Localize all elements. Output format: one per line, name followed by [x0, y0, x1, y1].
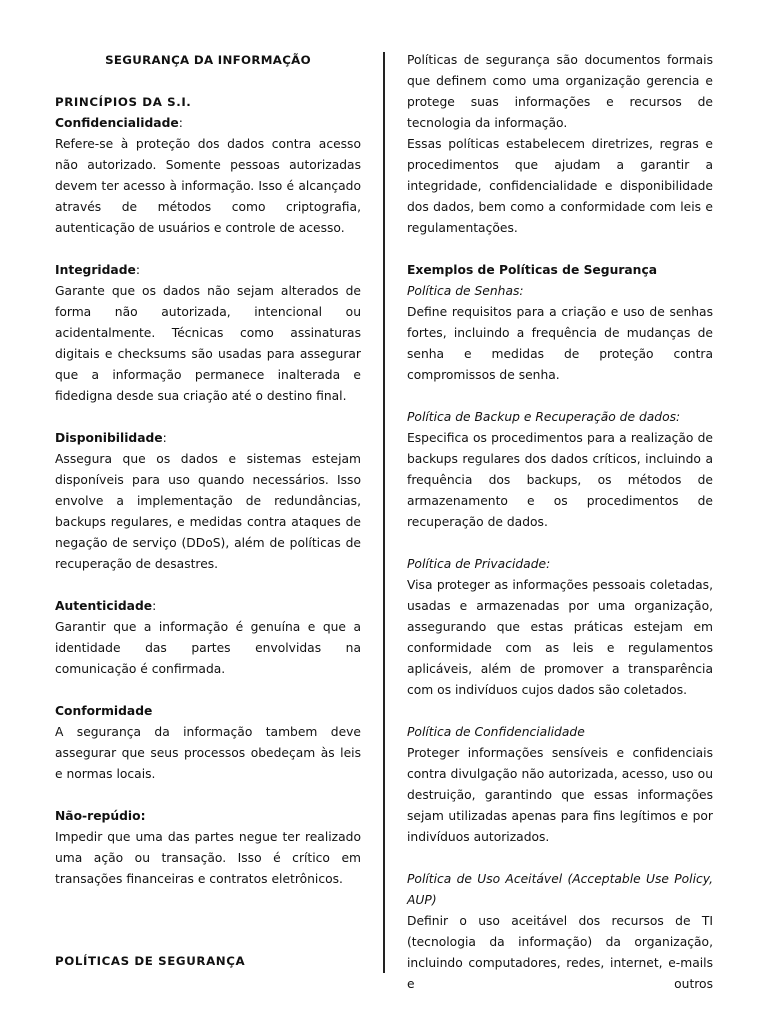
integridade-text: Garante que os dados não sejam alterados de forma não autorizada, intencional ou acidentalmente. Técnicas como assinaturas digitais e checksums são usadas para assegurar que a informação permanece inalterada e fidedigna desde sua criação até o destino final. [55, 284, 361, 403]
examples-heading: Exemplos de Políticas de Segurança [407, 263, 658, 277]
policies-heading: POLÍTICAS DE SEGURANÇA [55, 954, 246, 968]
right-column [407, 50, 713, 995]
confidencialidade-label: Confidencialidade [55, 116, 179, 130]
disponibilidade-label: Disponibilidade [55, 431, 163, 445]
disponibilidade-heading [55, 428, 361, 449]
privacidade-text: Visa proteger as informações pessoais coletadas, usadas e armazenadas por uma organização, assegurando que estas práticas estejam em conformidade com as leis e regulamentos aplicáveis, além de promover a transparência com os indivíduos cujos dados são coletados. [407, 578, 713, 697]
policies-intro-1: Políticas de segurança são documentos formais que definem como uma organização gerencia e protege suas informações e recursos de tecnologia da informação. [407, 53, 713, 130]
confidencialidade-text: Refere-se à proteção dos dados contra acesso não autorizado. Somente pessoas autorizadas devem ter acesso à informação. Isso é alcançado através de métodos como criptografia, autenticação de usuários e controle de acesso. [55, 137, 361, 235]
policies-intro-2: Essas políticas estabelecem diretrizes, regras e procedimentos que ajudam a garantir a integridade, confidencialidade e disponibilidade dos dados, bem como a conformidade com leis e regulamentações. [407, 137, 713, 235]
senhas-text: Define requisitos para a criação e uso de senhas fortes, incluindo a frequência de mudanças de senha e medidas de proteção contra compromissos de senha. [407, 305, 713, 382]
autenticidade-colon: : [152, 599, 157, 613]
nao-repudio-heading: Não-repúdio: [55, 809, 146, 823]
integridade-label: Integridade [55, 263, 136, 277]
autenticidade-text: Garantir que a informação é genuína e que a identidade das partes envolvidas na comunicação é confirmada. [55, 620, 361, 676]
backup-text: Especifica os procedimentos para a realização de backups regulares dos dados críticos, incluindo a frequência dos backups, os métodos de armazenamento e os procedimentos de recuperação de dados. [407, 431, 713, 529]
disponibilidade-text: Assegura que os dados e sistemas estejam disponíveis para uso quando necessários. Isso envolve a implementação de redundâncias, backups regulares, e medidas contra ataques de negação de serviço (DDoS), além de políticas de recuperação de desastres. [55, 452, 361, 571]
disponibilidade-colon: : [162, 431, 167, 445]
confidencialidade-policy-title: Política de Confidencialidade [407, 725, 585, 739]
nao-repudio-text: Impedir que uma das partes negue ter realizado uma ação ou transação. Isso é crítico em transações financeiras e contratos eletrônicos. [55, 830, 361, 886]
uso-aceitavel-text: Definir o uso aceitável dos recursos de TI (tecnologia da informação) da organização, incluindo computadores, redes, internet, e-mails e outros [407, 914, 713, 991]
conformidade-text: A segurança da informação tambem deve assegurar que seus processos obedeçam às leis e normas locais. [55, 725, 361, 781]
integridade-colon: : [135, 263, 141, 277]
integridade-heading [55, 260, 361, 281]
uso-aceitavel-title: Política de Uso Aceitável (Acceptable Use Policy, AUP) [407, 872, 713, 907]
confidencialidade-heading [55, 113, 361, 134]
principles-heading: PRINCÍPIOS DA S.I. [55, 95, 192, 109]
confidencialidade-colon: : [178, 116, 183, 130]
confidencialidade-policy-text: Proteger informações sensíveis e confidenciais contra divulgação não autorizada, acesso, uso ou destruição, garantindo que essas informações sejam utilizadas apenas para fins legítimos e por indivíduos autorizados. [407, 746, 713, 844]
autenticidade-heading [55, 596, 361, 617]
privacidade-title: Política de Privacidade: [407, 557, 551, 571]
senhas-title: Política de Senhas: [407, 284, 524, 298]
column-divider [383, 52, 385, 973]
backup-title: Política de Backup e Recuperação de dados: [407, 410, 681, 424]
left-column [55, 50, 361, 890]
conformidade-heading: Conformidade [55, 704, 153, 718]
document-title: SEGURANÇA DA INFORMAÇÃO [105, 53, 311, 67]
autenticidade-label: Autenticidade [55, 599, 153, 613]
